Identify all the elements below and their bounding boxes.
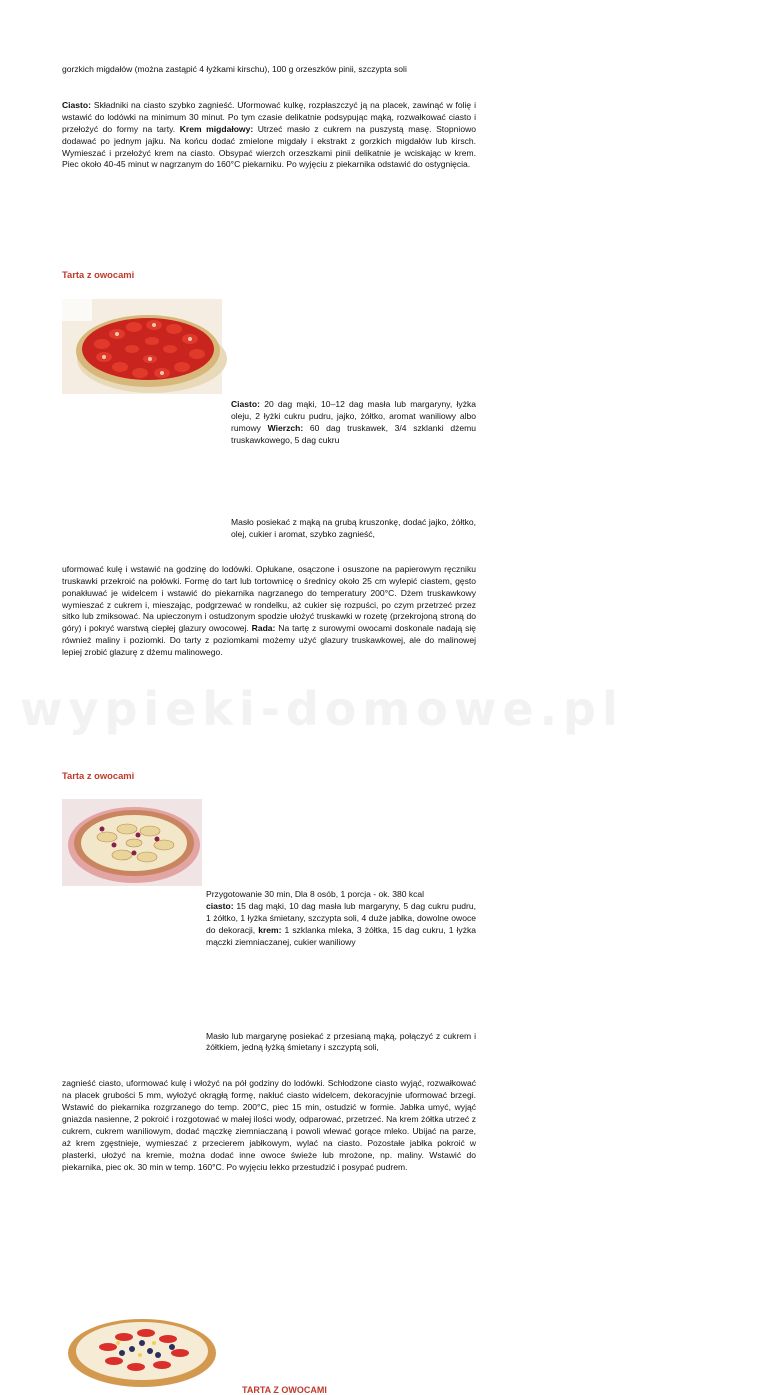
recipe2-rada-text: Na tartę z surowymi owocami doskonale nadają się również maliny i poziomki. Do tarty z poziomkami możemy użyć glazury truskawkowej, ale do malinowej lepiej zrobić glazurę z dżemu malinowego. [62, 623, 477, 658]
recipe3-ingredients-text [206, 901, 476, 949]
recipe2-method-part2-text [62, 564, 476, 659]
recipe3-method-part1-text: Masło lub margarynę posiekać z przesianą mąką, połączyć z cukrem i żółtkiem, jedną łyżką śmietany i szczyptą soli, [206, 1030, 476, 1053]
recipe3-ingredients [206, 889, 476, 949]
recipe2-rada-label: Rada: [251, 623, 276, 634]
recipe2-ciasto-label: Ciasto: [231, 399, 260, 410]
apple-tart-image [62, 799, 202, 886]
recipe3-method-part1 [206, 1031, 476, 1055]
berry-tart-image [62, 1291, 222, 1383]
strawberry-tart-image [62, 299, 222, 394]
recipe2-wierzch-label: Wierzch: [267, 423, 304, 434]
recipe2-ingredients-text [231, 399, 476, 447]
recipe2-method-part2 [62, 564, 476, 659]
recipe2-method-part1 [231, 517, 476, 541]
recipe4-title: TARTA Z OWOCAMI [242, 1384, 327, 1395]
recipe3-method-part2 [62, 1078, 476, 1173]
recipe2-method-text: uformować kulę i wstawić na godzinę do lodówki. Opłukane, osączone i osuszone na papierowym ręczniku truskawki przekroić na połówki. Formę do tart lub tortownicę o średnicy około 25 cm wylepić ciastem, gęsto ponakłuwać je widelcem i wstawić do piekarnika nagrzanego do temperatury 200°C. Dżem truskawkowy wymieszać z cukrem i, mieszając, podgrzewać w rondelku, aż cukier się rozpuści, po czym przetrzeć przez sitko lub zmiksować. Na upieczonym i ostudzonym spodzie ułożyć truskawki w rozetę (przekrojoną stroną do góry) i pokryć warstwą ciepłej glazury owocowej. [62, 563, 476, 634]
recipe3-ciasto-text: 15 dag mąki, 10 dag masła lub margaryny, 5 dag cukru pudru, 1 żółtko, 1 łyżka śmietany, szczypta soli, 4 duże jabłka, dowolne owoce do dekoracji, [206, 900, 476, 935]
recipe1-ciasto-text: Składniki na ciasto szybko zagnieść. Uformować kulkę, rozpłaszczyć ją na placek, zawinąć w folię i wstawić do lodówki na minimum 30 minut. Po tym czasie delikatnie podsypując mąką, rozwałkować ciasto i przełożyć do formy na tarty. [62, 99, 476, 134]
recipe3-title: Tarta z owocami [62, 770, 135, 782]
intro-line: gorzkich migdałów (można zastąpić 4 łyżkami kirschu), 100 g orzeszków pinii, szczypta soli [62, 64, 407, 74]
watermark: wypieki-domowe.pl [20, 682, 624, 736]
recipe1-krem-label: Krem migdałowy: [179, 123, 254, 134]
recipe3-ciasto-label: ciasto: [206, 900, 234, 911]
recipe3-krem-text: 1 szklanka mleka, 3 żółtka, 15 dag cukru, 1 łyżka mączki ziemniaczanej, cukier waniliowy [206, 924, 476, 947]
recipe3-meta: Przygotowanie 30 min, Dla 8 osób, 1 porcja - ok. 380 kcal [206, 889, 425, 900]
recipe1-block [62, 100, 476, 171]
recipe3-krem-label: krem: [258, 924, 282, 935]
recipe2-ingredients [231, 399, 476, 447]
recipe2-method-part1-text: Masło posiekać z mąką na grubą kruszonkę, dodać jajko, żółtko, olej, cukier i aromat, szybko zagnieść, [231, 516, 476, 539]
recipe2-ciasto-text: 20 dag mąki, 10–12 dag masła lub margaryny, łyżka oleju, 2 łyżki cukru pudru, jajko, żółtko, aromat waniliowy albo rumowy [231, 399, 476, 434]
recipe1-text [62, 100, 476, 171]
recipe1-krem-text: Utrzeć masło z cukrem na puszystą masę. Stopniowo dodawać po jednym jajku. Na końcu dodać zmielone migdały i ekstrakt z gorzkich migdałów lub kirsch. Wymieszać i przełożyć krem na ciasto. Obsypać wierzch orzeszkami pinii delikatnie je wciskając w krem. Piec około 40-45 minut w nagrzanym do 160°C piekarniku. Po wyjęciu z piekarnika odstawić do ostygnięcia. [62, 123, 476, 170]
recipe2-title: Tarta z owocami [62, 269, 135, 281]
recipe1-ciasto-label: Ciasto: [62, 99, 91, 110]
recipe2-wierzch-text: 60 dag truskawek, 3/4 szklanki dżemu truskawkowego, 5 dag cukru [231, 423, 477, 446]
recipe3-method-part2-text: zagnieść ciasto, uformować kulę i włożyć na pół godziny do lodówki. Schłodzone ciasto wyjąć, rozwałkować na placek grubości 5 mm, wyłożyć okrągłą formę, nakłuć ciasto widelcem, dekoracyjnie uformować brzegi. Wstawić do piekarnika rozgrzanego do temp. 200°C, piec 15 min, ostudzić w formie. Jabłka umyć, wyjąć gniazda nasienne, 2 pokroić i rozgotować w małej ilości wody, odparować, przetrzeć. Na krem żółtka utrzeć z cukrem, cukrem waniliowym, dodać mączkę ziemniaczaną i powoli wlewać gorące mleko. Ubijać na parze, aż krem zgęstnieje, wymieszać z przecierem jabłkowym, wylać na ciasto. Pozostałe jabłka pokroić w plasterki, ułożyć na kremie, można dodać inne owoce świeże lub mrożone, np. maliny. Wstawić do piekarnika, piec ok. 30 min w temp. 160°C. Po wyjęciu lekko przestudzić i posypać pudrem. [62, 1078, 476, 1172]
